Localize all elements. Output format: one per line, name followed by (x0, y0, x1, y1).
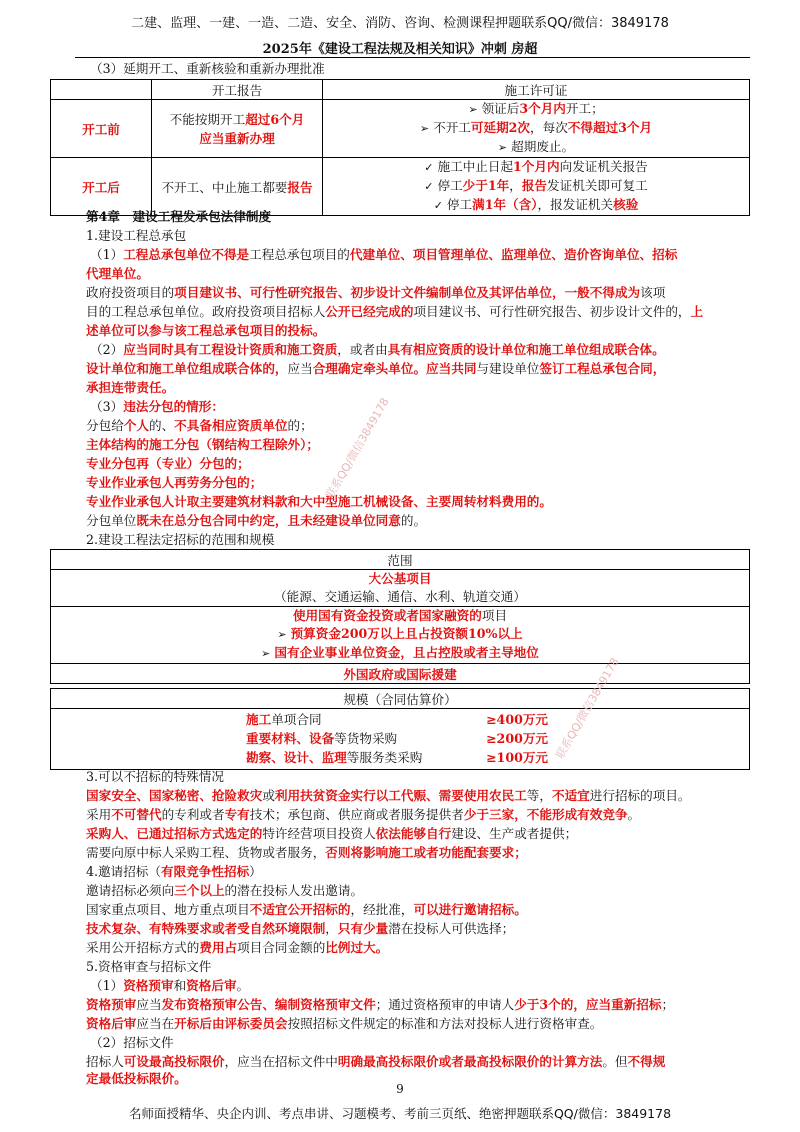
arrow-bullet-icon: ➢ (277, 628, 287, 641)
scale-row-services: 勘察、设计、监理等服务类采购 (246, 750, 423, 765)
list-item: 主体结构的施工分包（钢结构工程除外）； (86, 437, 319, 452)
paragraph: 资格后审应当在开标后由评标委员会按照招标文件规定的标准和方法对投标人进行资格审查。 (86, 1016, 603, 1031)
tender-scale-table (50, 688, 750, 770)
paragraph-cont: 定最低投标限价。 (86, 1071, 187, 1086)
chapter-title: 第4章 建设工程发承包法律制度 (86, 209, 272, 224)
paragraph: （3）违法分包的情形： (90, 399, 224, 414)
section-3-title: 3.可以不招标的特殊情况 (86, 769, 224, 784)
scale-value: ≥400万元 (486, 712, 549, 727)
page-number: 9 (396, 1082, 404, 1096)
paragraph-cont: 设计单位和施工单位组成联合体的，应当合理确定牵头单位。应当共同与建设单位签订工程总承包合同， (86, 361, 666, 376)
range-row-state-funds: 使用国有资金投资或者国家融资的项目 ➢ 预算资金200万以上且占投资额10%以上 ➢ 国有企业事业单位资金，且占控股或者主导地位 (51, 607, 750, 664)
scale-value: ≥200万元 (486, 731, 549, 746)
check-icon: ✓ (424, 180, 434, 193)
footer-contact-line: 名师面授精华、央企内训、考点串讲、习题模考、考前三页纸、绝密押题联系QQ/微信：3849178 (128, 1106, 672, 1121)
range-header: 范围 (51, 550, 750, 570)
watermark: 联系QQ/微信3849178 (323, 395, 392, 501)
section-1-title: 1.建设工程总承包 (86, 228, 187, 243)
header-contact-line: 二建、监理、一建、一造、二造、安全、消防、咨询、检测课程押题联系QQ/微信：3849178 (131, 16, 669, 31)
scale-row-goods: 重要材料、设备等货物采购 (246, 731, 398, 746)
paragraph: 采用不可替代的专利或者专有技术；承包商、供应商或者服务提供者少于三家，不能形成有效竞争。 (86, 807, 641, 822)
range-row-foreign-aid: 外国政府或国际援建 (51, 664, 750, 684)
header-title: 2025年《建设工程法规及相关知识》冲刺 房超 (262, 42, 538, 57)
row-after-start-label: 开工后 (51, 158, 152, 216)
paragraph: 国家重点项目、地方重点项目不适宜公开招标的，经批准，可以进行邀请招标。 (86, 902, 527, 917)
paragraph-cont: 述单位可以参与该工程总承包项目的投标。 (86, 323, 326, 338)
arrow-bullet-icon: ➢ (497, 141, 508, 154)
col-permit-header: 施工许可证 (323, 80, 750, 100)
row-after-start-permit: ✓ 施工中止日起1个月内向发证机关报告 ✓ 停工少于1年，报告发证机关即可复工 ✓ 停工满1年（含），报发证机关核验 (323, 158, 750, 216)
paragraph-cont: 目的工程总承包单位。政府投资项目招标人公开已经完成的项目建议书、可行性研究报告、初步设计文件的，上 (86, 304, 704, 319)
tender-range-table (50, 549, 750, 684)
arrow-bullet-icon: ➢ (261, 647, 271, 660)
row-after-start-report: 不开工、中止施工都要报告 (152, 158, 323, 216)
check-icon: ✓ (433, 199, 443, 212)
row-before-start-label: 开工前 (51, 100, 152, 158)
paragraph-cont: 代理单位。 (86, 266, 149, 281)
paragraph: 招标人可设最高投标限价，应当在招标文件中明确最高投标限价或者最高投标限价的计算方法。但不得规 (86, 1054, 666, 1069)
section-5-title: 5.资格审查与招标文件 (86, 959, 212, 974)
start-permit-table (50, 79, 750, 216)
section-delay-title: （3）延期开工、重新核验和重新办理批准 (90, 61, 325, 76)
paragraph: 邀请招标必须向三个以上的潜在投标人发出邀请。 (86, 883, 364, 898)
list-item: 分包给个人的、不具备相应资质单位的； (86, 418, 313, 433)
paragraph: 采用公开招标方式的费用占项目合同金额的比例过大。 (86, 940, 389, 955)
header-divider (75, 57, 750, 58)
paragraph: 技术复杂、有特殊要求或者受自然环境限制，只有少量潜在投标人可供选择； (86, 921, 515, 936)
paragraph: （2）招标文件 (90, 1035, 174, 1050)
paragraph: 国家安全、国家秘密、抢险救灾或利用扶贫资金实行以工代赈、需要使用农民工等，不适宜进行招标的项目。 (86, 788, 691, 803)
paragraph: （1）资格预审和资格后审。 (90, 978, 250, 993)
paragraph: （2）应当同时具有工程设计资质和施工资质，或者由具有相应资质的设计单位和施工单位组成联合体。 (90, 342, 665, 357)
scale-value: ≥100万元 (486, 750, 549, 765)
scale-header: 规模（合同估算价） (51, 689, 750, 709)
section-2-title: 2.建设工程法定招标的范围和规模 (86, 532, 275, 547)
row-before-start-report: 不能按期开工超过6个月 应当重新办理 (152, 100, 323, 158)
paragraph: 政府投资项目的项目建议书、可行性研究报告、初步设计文件编制单位及其评估单位，一般不得成为该项 (86, 285, 666, 300)
arrow-bullet-icon: ➢ (468, 103, 478, 116)
scale-row-construction: 施工单项合同 (246, 712, 322, 727)
list-item: 专业作业承包人再劳务分包的； (86, 475, 263, 490)
list-item: 专业作业承包人计取主要建筑材料款和大中型施工机械设备、主要周转材料费用的。 (86, 494, 552, 509)
watermark: 联系QQ/微信3849178 (553, 655, 622, 761)
list-item: 专业分包再（专业）分包的； (86, 456, 250, 471)
paragraph: 资格预审应当发布资格预审公告、编制资格预审文件；通过资格预审的申请人少于3个的，应当重新招标； (86, 997, 675, 1012)
paragraph: 需要向原中标人采购工程、货物或者服务，否则将影响施工或者功能配套要求； (86, 845, 527, 860)
paragraph-cont: 承担连带责任。 (86, 380, 175, 395)
check-icon: ✓ (424, 161, 434, 174)
row-before-start-permit: ➢ 领证后3个月内开工； ➢ 不开工可延期2次，每次不得超过3个月 ➢ 超期废止。 (323, 100, 750, 158)
range-row-public: 大公基项目 （能源、交通运输、通信、水利、轨道交通） (51, 570, 750, 607)
arrow-bullet-icon: ➢ (419, 122, 430, 135)
col-report-header: 开工报告 (152, 80, 323, 100)
paragraph: （1）工程总承包单位不得是工程总承包项目的代建单位、项目管理单位、监理单位、造价咨询单位、招标 (90, 247, 678, 262)
paragraph: 采购人、已通过招标方式选定的特许经营项目投资人依法能够自行建设、生产或者提供； (86, 826, 578, 841)
section-4-title: 4.邀请招标（有限竞争性招标） (86, 864, 262, 879)
list-item: 分包单位既未在总分包合同中约定，且未经建设单位同意的。 (86, 513, 427, 528)
